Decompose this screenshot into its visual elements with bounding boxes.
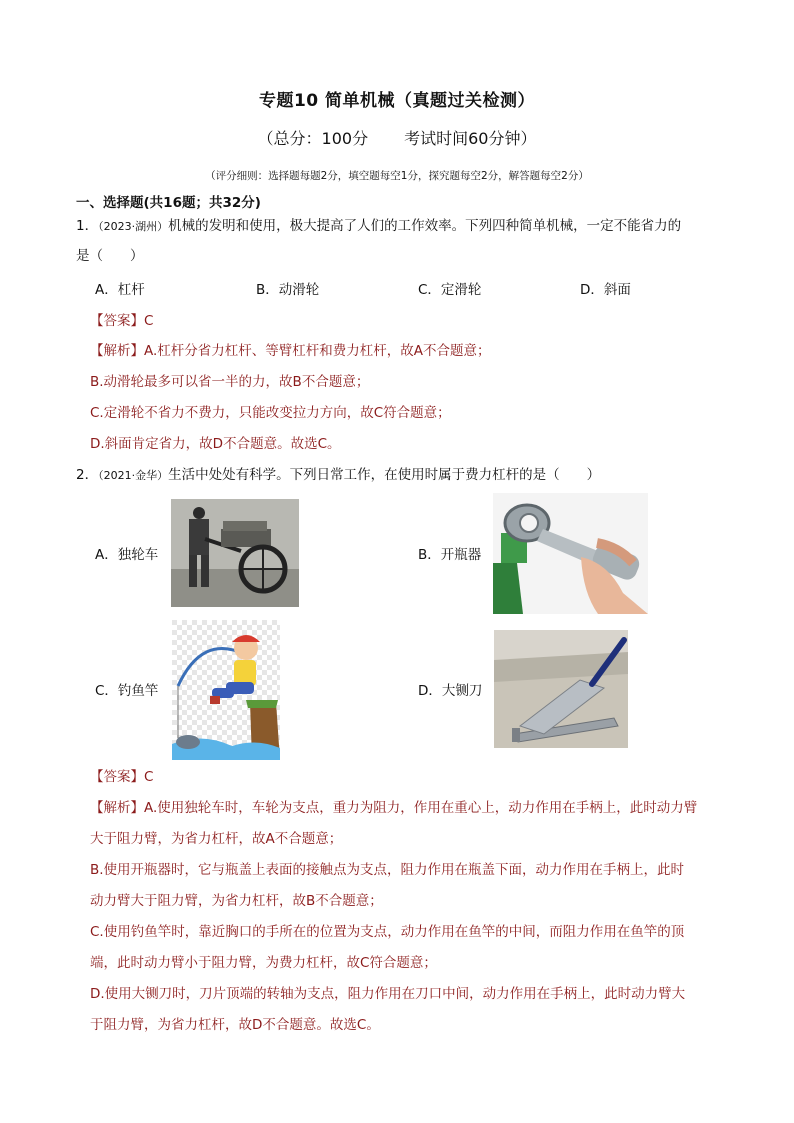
q1-number: 1． <box>76 218 99 234</box>
total-score: （总分：100分 <box>257 129 369 148</box>
exam-time: 考试时间60分钟） <box>404 129 537 148</box>
q2-option-b: B．开瓶器 <box>418 547 482 563</box>
q2-analysis-line: B.使用开瓶器时，它与瓶盖上表面的接触点为支点，阻力作用在瓶盖下面，动力作用在手柄上，此时 <box>90 862 685 878</box>
chopping-knife-photo <box>494 630 628 748</box>
page-title: 专题10 简单机械（真题过关检测） <box>258 91 536 111</box>
q2-option-a: A．独轮车 <box>95 547 159 563</box>
q1-stem-line1: 1．（2023·湖州）机械的发明和使用，极大提高了人们的工作效率。下列四种简单机械，一定不能省力的 <box>76 218 682 234</box>
q2-answer: 【答案】C <box>90 769 154 785</box>
fishing-boy-illustration <box>172 620 280 760</box>
q1-source: （2023·湖州） <box>98 220 169 233</box>
section-heading: 一、选择题(共16题；共32分) <box>76 195 261 211</box>
q1-analysis-line: B.动滑轮最多可以省一半的力，故B不合题意； <box>90 374 370 390</box>
q1-analysis-line: 【解析】A.杠杆分省力杠杆、等臂杠杆和费力杠杆，故A不合题意； <box>90 343 491 359</box>
wheelbarrow-photo <box>171 499 299 607</box>
q2-analysis-line: 大于阻力臂，为省力杠杆，故A不合题意； <box>90 831 343 847</box>
bottle-opener-photo <box>493 493 648 614</box>
q2-analysis-line: C.使用钓鱼竿时，靠近胸口的手所在的位置为支点，动力作用在鱼竿的中间，而阻力作用在鱼竿的顶 <box>90 924 685 940</box>
q1-stem-line2: 是（ ） <box>76 248 144 264</box>
exam-info <box>0 126 794 149</box>
q2-source: （2021·金华） <box>98 469 169 482</box>
q1-analysis-line: D.斜面肯定省力，故D不合题意。故选C。 <box>90 436 341 452</box>
q2-analysis-line: D.使用大铡刀时，刀片顶端的转轴为支点，阻力作用在刀口中间，动力作用在手柄上，此时动力臂大 <box>90 986 686 1002</box>
q1-analysis-line: C.定滑轮不省力不费力，只能改变拉力方向，故C符合题意； <box>90 405 451 421</box>
scoring-note: （评分细则：选择题每题2分，填空题每空1分，探究题每空2分，解答题每空2分） <box>205 170 589 182</box>
q1-option-c: C．定滑轮 <box>418 282 482 298</box>
q2-option-d: D．大铡刀 <box>418 683 483 699</box>
q1-option-b: B．动滑轮 <box>256 282 320 298</box>
q2-number: 2． <box>76 467 99 483</box>
q2-analysis-line: 动力臂大于阻力臂，为省力杠杆，故B不合题意； <box>90 893 383 909</box>
q1-option-d: D．斜面 <box>580 282 631 298</box>
q2-stem: 2．（2021·金华）生活中处处有科学。下列日常工作，在使用时属于费力杠杆的是（ ） <box>76 467 601 483</box>
q2-option-c: C．钓鱼竿 <box>95 683 159 699</box>
q2-analysis-line: 端，此时动力臂小于阻力臂，为费力杠杆，故C符合题意； <box>90 955 437 971</box>
q1-answer: 【答案】C <box>90 313 154 329</box>
q2-analysis-line: 【解析】A.使用独轮车时，车轮为支点，重力为阻力，作用在重心上，动力作用在手柄上，此时动力臂 <box>90 800 698 816</box>
q2-analysis-line: 于阻力臂，为省力杠杆，故D不合题意。故选C。 <box>90 1017 380 1033</box>
q1-option-a: A．杠杆 <box>95 282 145 298</box>
